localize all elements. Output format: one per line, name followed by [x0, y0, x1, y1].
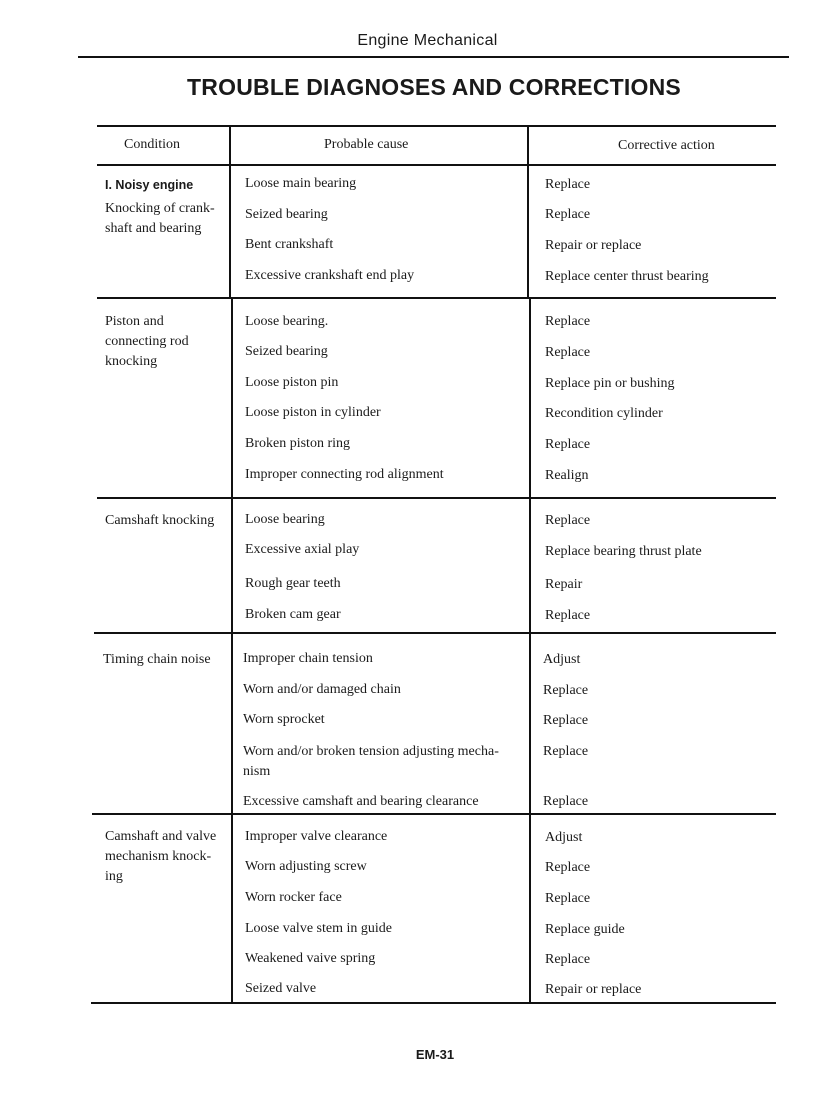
corrective-action-cell: Repair or replace: [545, 982, 642, 997]
probable-cause-cell: Loose bearing: [245, 512, 325, 527]
corrective-action-cell: Repair: [545, 577, 583, 592]
probable-cause-cell: Worn and/or damaged chain: [243, 682, 401, 697]
column-rule-condition: [231, 297, 233, 1004]
corrective-action-cell: Replace: [545, 891, 591, 906]
probable-cause-cell: Worn and/or broken tension adjusting mecha- nism: [243, 744, 499, 779]
corrective-action-cell: Replace: [545, 437, 591, 452]
group-divider-rule: [97, 497, 776, 499]
condition-cell: Camshaft and valve mechanism knock- ing: [105, 829, 217, 884]
condition-cell: Knocking of crank- shaft and bearing: [105, 201, 215, 236]
condition-cell: Camshaft knocking: [105, 513, 215, 528]
corrective-action-cell: Repair or replace: [545, 238, 642, 253]
probable-cause-cell: Bent crankshaft: [245, 237, 334, 252]
corrective-action-cell: Replace pin or bushing: [545, 376, 675, 391]
probable-cause-cell: Loose piston pin: [245, 375, 339, 390]
corrective-action-cell: Replace: [545, 860, 591, 875]
corrective-action-cell: Recondition cylinder: [545, 406, 663, 421]
corrective-action-cell: Replace: [545, 207, 591, 222]
column-rule-condition: [229, 125, 231, 299]
probable-cause-cell: Loose bearing.: [245, 314, 329, 329]
table-top-rule: [97, 125, 776, 127]
probable-cause-cell: Loose main bearing: [245, 176, 357, 191]
probable-cause-cell: Broken piston ring: [245, 436, 350, 451]
probable-cause-cell: Loose valve stem in guide: [245, 921, 392, 936]
corrective-action-cell: Replace center thrust bearing: [545, 269, 709, 284]
corrective-action-cell: Realign: [545, 468, 589, 483]
probable-cause-cell: Excessive camshaft and bearing clearance: [243, 794, 479, 809]
corrective-action-cell: Replace guide: [545, 922, 625, 937]
probable-cause-cell: Excessive crankshaft end play: [245, 268, 415, 283]
column-rule-cause: [527, 125, 529, 299]
probable-cause-cell: Loose piston in cylinder: [245, 405, 381, 420]
corrective-action-cell: Replace: [543, 713, 589, 728]
page-number: EM-31: [415, 1047, 455, 1062]
condition-category-heading: I. Noisy engine: [105, 178, 194, 192]
page-title: TROUBLE DIAGNOSES AND CORRECTIONS: [187, 74, 681, 100]
corrective-action-cell: Adjust: [545, 830, 583, 845]
corrective-action-cell: Replace: [545, 513, 591, 528]
probable-cause-cell: Worn sprocket: [243, 712, 325, 727]
probable-cause-cell: Improper valve clearance: [245, 829, 388, 844]
probable-cause-cell: Weakened vaive spring: [245, 951, 376, 966]
probable-cause-cell: Worn rocker face: [245, 890, 342, 905]
column-header-probable-cause: Probable cause: [324, 137, 409, 152]
column-rule-cause: [529, 297, 531, 1004]
table-header-rule: [97, 164, 776, 166]
probable-cause-cell: Improper connecting rod alignment: [245, 467, 444, 482]
probable-cause-cell: Seized bearing: [245, 207, 328, 222]
corrective-action-cell: Replace: [543, 683, 589, 698]
corrective-action-cell: Replace: [545, 345, 591, 360]
probable-cause-cell: Seized valve: [245, 981, 317, 996]
group-divider-rule: [94, 632, 776, 634]
probable-cause-cell: Worn adjusting screw: [245, 859, 367, 874]
corrective-action-cell: Replace: [545, 314, 591, 329]
table-bottom-rule: [91, 1002, 776, 1004]
probable-cause-cell: Broken cam gear: [245, 607, 341, 622]
probable-cause-cell: Rough gear teeth: [245, 576, 341, 591]
group-divider-rule: [92, 813, 776, 815]
corrective-action-cell: Replace: [543, 744, 589, 759]
corrective-action-cell: Replace: [545, 952, 591, 967]
corrective-action-cell: Replace bearing thrust plate: [545, 544, 702, 559]
corrective-action-cell: Adjust: [543, 652, 581, 667]
corrective-action-cell: Replace: [545, 608, 591, 623]
condition-cell: Timing chain noise: [103, 652, 211, 667]
corrective-action-cell: Replace: [545, 177, 591, 192]
probable-cause-cell: Seized bearing: [245, 344, 328, 359]
probable-cause-cell: Excessive axial play: [245, 542, 360, 557]
column-header-condition: Condition: [124, 137, 181, 152]
group-divider-rule: [97, 297, 776, 299]
condition-cell: Piston and connecting rod knocking: [105, 314, 189, 369]
column-header-corrective-action: Corrective action: [618, 138, 715, 153]
section-header: Engine Mechanical: [357, 32, 498, 49]
probable-cause-cell: Improper chain tension: [243, 651, 373, 666]
corrective-action-cell: Replace: [543, 794, 589, 809]
